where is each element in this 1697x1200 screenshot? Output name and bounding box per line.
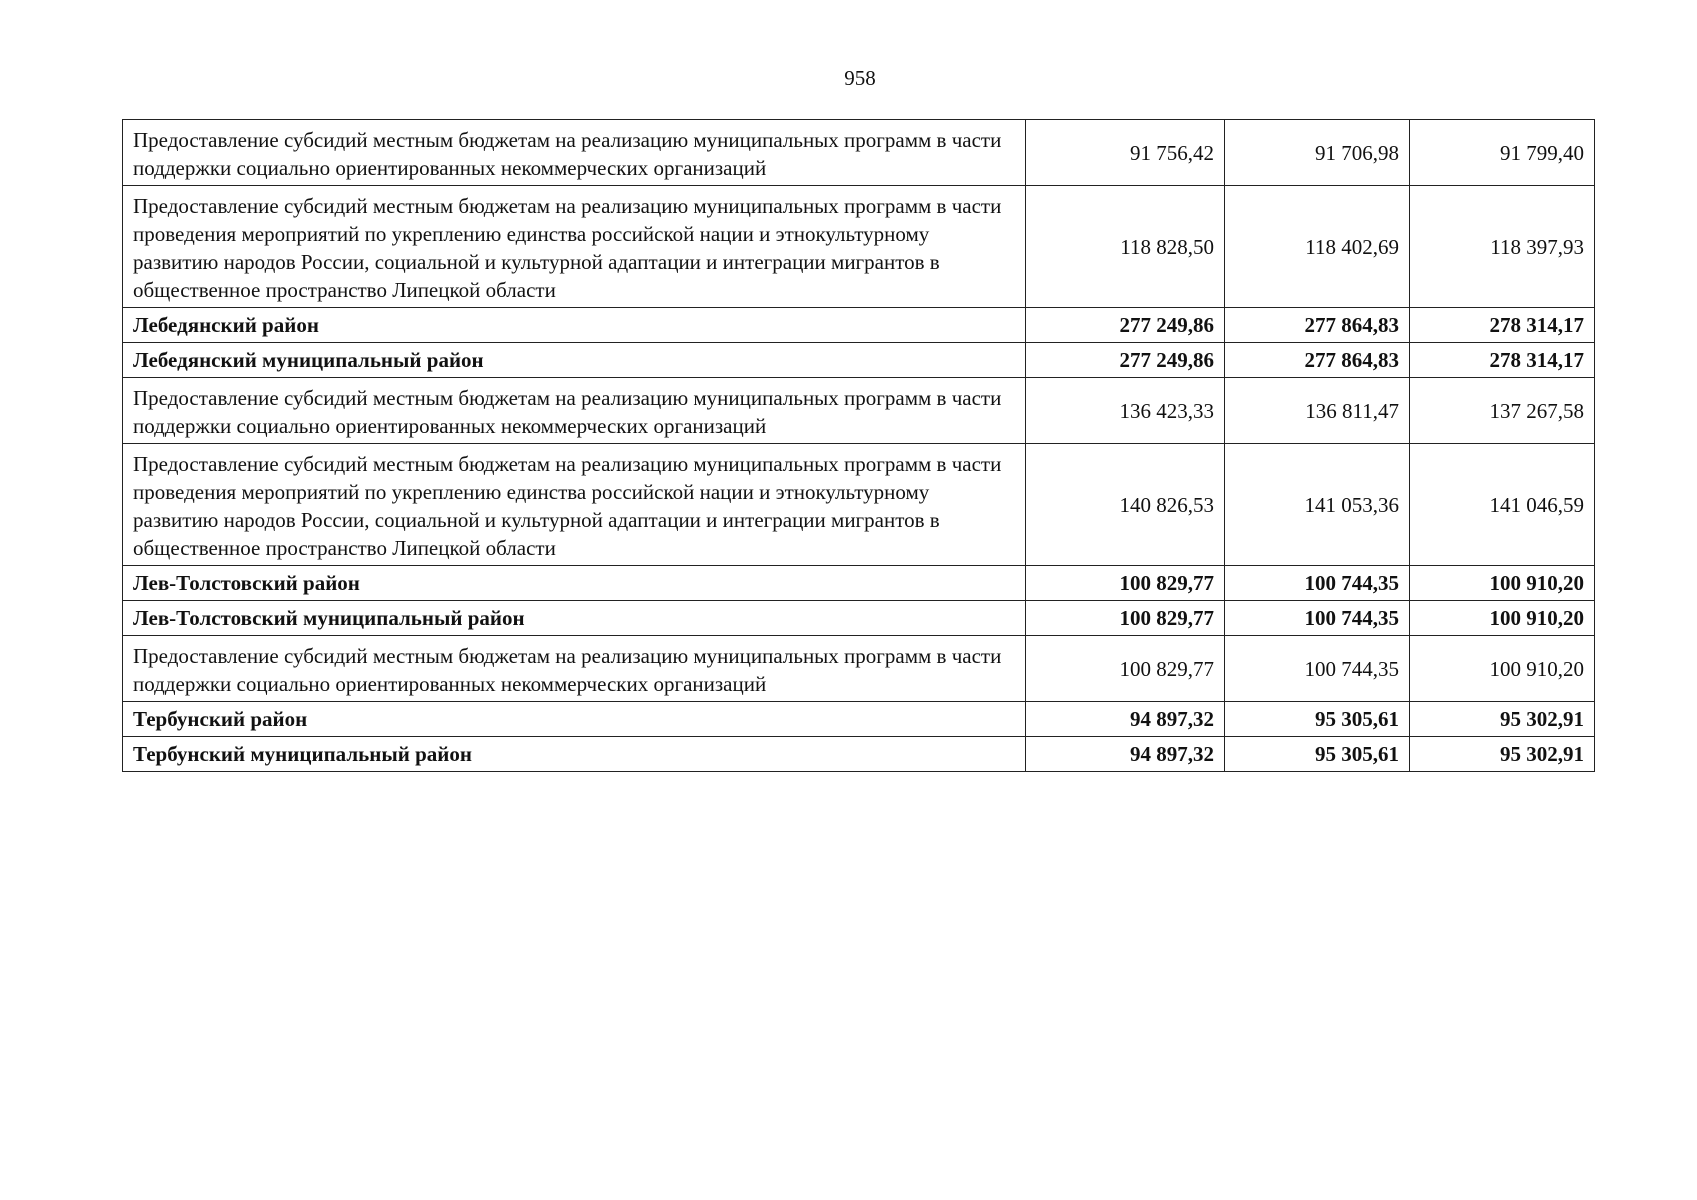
table-row-district bbox=[123, 702, 1595, 737]
budget-table bbox=[122, 119, 1595, 772]
row-name: Предоставление субсидий местным бюджетам на реализацию муниципальных программ в части проведения мероприятий по укреплению единства российской нации и этнокультурному развитию народов России, социальной и культурной адаптации и интеграции мигрантов в общественное пространство Липецкой области bbox=[123, 186, 1026, 308]
value-cell: 136 423,33 bbox=[1026, 378, 1225, 444]
value-cell: 100 744,35 bbox=[1225, 636, 1410, 702]
row-name: Предоставление субсидий местным бюджетам на реализацию муниципальных программ в части проведения мероприятий по укреплению единства российской нации и этнокультурному развитию народов России, социальной и культурной адаптации и интеграции мигрантов в общественное пространство Липецкой области bbox=[123, 444, 1026, 566]
value-cell: 100 910,20 bbox=[1410, 566, 1595, 601]
row-name: Тербунский муниципальный район bbox=[123, 737, 1026, 772]
value-cell: 91 706,98 bbox=[1225, 120, 1410, 186]
value-cell: 137 267,58 bbox=[1410, 378, 1595, 444]
table-row bbox=[123, 444, 1595, 566]
table-row-district bbox=[123, 737, 1595, 772]
value-cell: 100 829,77 bbox=[1026, 566, 1225, 601]
value-cell: 278 314,17 bbox=[1410, 308, 1595, 343]
table-row-district bbox=[123, 308, 1595, 343]
value-cell: 118 397,93 bbox=[1410, 186, 1595, 308]
value-cell: 141 046,59 bbox=[1410, 444, 1595, 566]
value-cell: 100 744,35 bbox=[1225, 566, 1410, 601]
table-row-district bbox=[123, 343, 1595, 378]
value-cell: 100 910,20 bbox=[1410, 636, 1595, 702]
table-row-district bbox=[123, 566, 1595, 601]
value-cell: 95 305,61 bbox=[1225, 702, 1410, 737]
value-cell: 95 302,91 bbox=[1410, 702, 1595, 737]
value-cell: 277 864,83 bbox=[1225, 308, 1410, 343]
value-cell: 278 314,17 bbox=[1410, 343, 1595, 378]
value-cell: 100 910,20 bbox=[1410, 601, 1595, 636]
table-row-district bbox=[123, 601, 1595, 636]
value-cell: 95 305,61 bbox=[1225, 737, 1410, 772]
row-name: Тербунский район bbox=[123, 702, 1026, 737]
value-cell: 100 829,77 bbox=[1026, 601, 1225, 636]
value-cell: 136 811,47 bbox=[1225, 378, 1410, 444]
value-cell: 94 897,32 bbox=[1026, 702, 1225, 737]
value-cell: 95 302,91 bbox=[1410, 737, 1595, 772]
page-number: 958 bbox=[844, 66, 876, 90]
row-name: Предоставление субсидий местным бюджетам на реализацию муниципальных программ в части поддержки социально ориентированных некоммерческих организаций bbox=[123, 378, 1026, 444]
value-cell: 94 897,32 bbox=[1026, 737, 1225, 772]
table-row bbox=[123, 186, 1595, 308]
table-row bbox=[123, 378, 1595, 444]
value-cell: 277 864,83 bbox=[1225, 343, 1410, 378]
value-cell: 91 799,40 bbox=[1410, 120, 1595, 186]
table-row bbox=[123, 120, 1595, 186]
value-cell: 140 826,53 bbox=[1026, 444, 1225, 566]
value-cell: 91 756,42 bbox=[1026, 120, 1225, 186]
value-cell: 100 744,35 bbox=[1225, 601, 1410, 636]
row-name: Лев-Толстовский район bbox=[123, 566, 1026, 601]
value-cell: 100 829,77 bbox=[1026, 636, 1225, 702]
value-cell: 118 828,50 bbox=[1026, 186, 1225, 308]
value-cell: 277 249,86 bbox=[1026, 343, 1225, 378]
table-row bbox=[123, 636, 1595, 702]
value-cell: 277 249,86 bbox=[1026, 308, 1225, 343]
row-name: Лебедянский район bbox=[123, 308, 1026, 343]
row-name: Лев-Толстовский муниципальный район bbox=[123, 601, 1026, 636]
row-name: Лебедянский муниципальный район bbox=[123, 343, 1026, 378]
row-name: Предоставление субсидий местным бюджетам на реализацию муниципальных программ в части поддержки социально ориентированных некоммерческих организаций bbox=[123, 636, 1026, 702]
value-cell: 141 053,36 bbox=[1225, 444, 1410, 566]
value-cell: 118 402,69 bbox=[1225, 186, 1410, 308]
row-name: Предоставление субсидий местным бюджетам на реализацию муниципальных программ в части поддержки социально ориентированных некоммерческих организаций bbox=[123, 120, 1026, 186]
